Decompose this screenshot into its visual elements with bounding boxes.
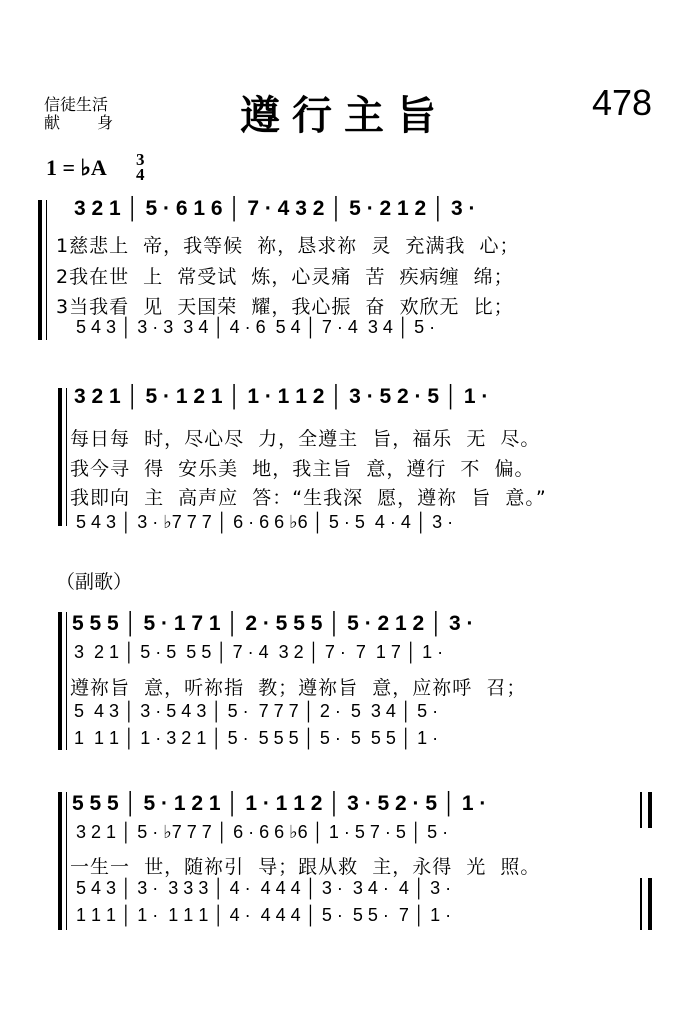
- subcategory-label: 献 身: [44, 113, 130, 132]
- final-barline-thick: [648, 878, 652, 930]
- verse-1-lyric: 每日每 时，尽心尽 力，全遵主 旨，福乐 无 尽。: [70, 428, 541, 450]
- chorus-lyric: 一生一 世，随祢引 导；跟从救 主，永得 光 照。: [70, 856, 541, 878]
- final-barline-thin: [640, 792, 642, 828]
- hymn-number: 478: [592, 82, 653, 123]
- tenor-line: 5 4 3 │ 3 · 5 4 3 │ 5 · 7 7 7 │ 2 · 5 3 4 │ 5 ·: [74, 701, 439, 721]
- soprano-line: 3 2 1 │ 5 · 6 1 6 │ 7 · 4 3 2 │ 5 · 2 1 2 │ 3 ·: [74, 197, 476, 220]
- verse-3-lyric: 3当我看 见 天国荣 耀，我心振 奋 欢欣无 比；: [56, 296, 514, 318]
- chorus-lyric: 遵祢旨 意，听祢指 教；遵祢旨 意，应祢呼 召；: [70, 677, 527, 699]
- time-signature: [136, 152, 145, 182]
- system-bar: [66, 388, 67, 526]
- key-signature: 1 = ♭A: [46, 155, 107, 180]
- soprano-line: 3 2 1 │ 5 · 1 2 1 │ 1 · 1 1 2 │ 3 · 5 2 · 5 │ 1 ·: [74, 385, 489, 408]
- verse-2-lyric: 2我在世 上 常受试 炼，心灵痛 苦 疾病缠 绵；: [56, 266, 514, 288]
- final-barline-thick: [648, 792, 652, 828]
- final-barline-thin: [640, 878, 642, 930]
- system-bar: [66, 612, 67, 750]
- verse-1-lyric: 1慈悲上 帝，我等候 祢，恳求祢 灵 充满我 心；: [56, 235, 520, 257]
- time-top: 3: [136, 150, 145, 169]
- tenor-line: 5 4 3 │ 3 · 3 3 3 │ 4 · 4 4 4 │ 3 · 3 4 · 4 │ 3 ·: [76, 878, 452, 898]
- alto-line: 3 2 1 │ 5 · ♭7 7 7 │ 6 · 6 6 ♭6 │ 1 · 5 7 · 5 │ 5 ·: [76, 822, 449, 842]
- bass-line: 1 1 1 │ 1 · 1 1 1 │ 4 · 4 4 4 │ 5 · 5 5 · 7 │ 1 ·: [76, 905, 452, 925]
- system-bar: [66, 792, 67, 930]
- system-brace: [38, 200, 42, 340]
- soprano-line: 5 5 5 │ 5 · 1 2 1 │ 1 · 1 1 2 │ 3 · 5 2 · 5 │ 1 ·: [72, 792, 487, 815]
- soprano-line: 5 5 5 │ 5 · 1 7 1 │ 2 · 5 5 5 │ 5 · 2 1 2 │ 3 ·: [72, 612, 474, 635]
- system-brace: [58, 388, 62, 526]
- bass-line: 1 1 1 │ 1 · 3 2 1 │ 5 · 5 5 5 │ 5 · 5 5 5 │ 1 ·: [74, 728, 439, 748]
- system-bar: [46, 200, 47, 340]
- system-brace: [58, 612, 62, 750]
- category-label: 信徒生活: [44, 95, 109, 114]
- bass-line: 5 4 3 │ 3 · ♭7 7 7 │ 6 · 6 6 ♭6 │ 5 · 5 4 · 4 │ 3 ·: [76, 512, 454, 532]
- hymn-title: 遵行主旨: [240, 93, 448, 139]
- time-bottom: 4: [136, 165, 145, 184]
- verse-3-lyric: 我即向 主 高声应 答：“生我深 愿，遵祢 旨 意。”: [70, 487, 547, 509]
- system-brace: [58, 792, 62, 930]
- bass-line: 5 4 3 │ 3 · 3 3 4 │ 4 · 6 5 4 │ 7 · 4 3 4 │ 5 ·: [76, 317, 436, 337]
- alto-line: 3 2 1 │ 5 · 5 5 5 │ 7 · 4 3 2 │ 7 · 7 1 7 │ 1 ·: [74, 642, 444, 662]
- chorus-label: （副歌）: [56, 571, 133, 593]
- verse-2-lyric: 我今寻 得 安乐美 地，我主旨 意，遵行 不 偏。: [70, 458, 535, 480]
